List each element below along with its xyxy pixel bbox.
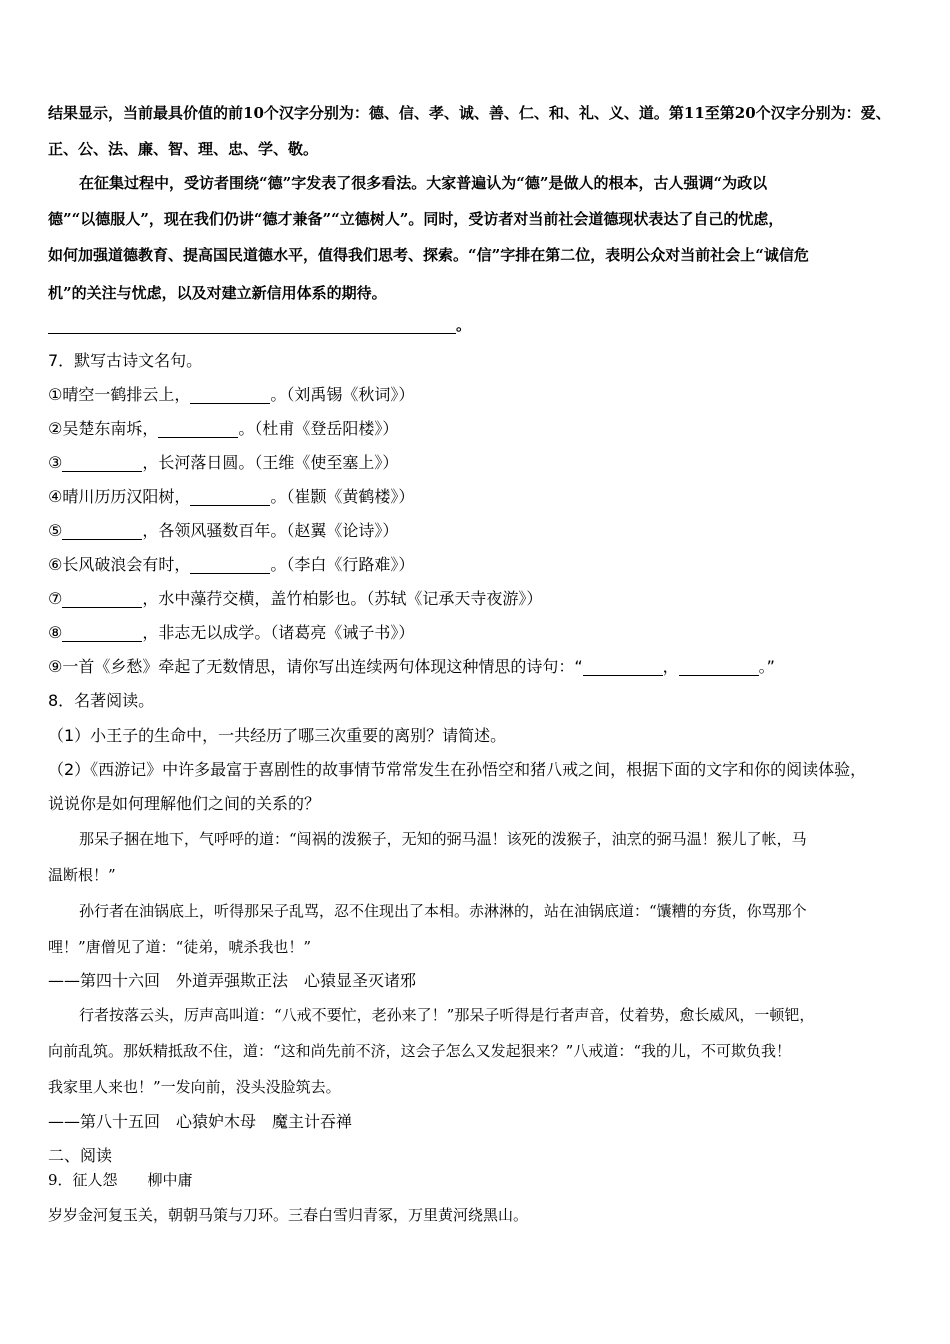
q7-item-9	[48, 659, 775, 676]
q7-item-9-pre: ⑨一首《乡愁》牵起了无数情思，请你写出连续两句体现这种情思的诗句：“	[48, 657, 583, 676]
q7-item-1-blank[interactable]	[190, 387, 270, 404]
q7-item-4	[48, 489, 414, 506]
q8-excerpt1-line1: 那呆子捆在地下，气呼呼的道：“闯祸的泼猴子，无知的弼马温！该死的泼猴子，油烹的弼马温！猴儿了帐，马	[79, 830, 807, 848]
q7-item-3-blank[interactable]	[62, 455, 142, 472]
answer-blank[interactable]	[48, 333, 456, 334]
q7-item-4-post: 。（崔颢《黄鹤楼》）	[270, 487, 415, 506]
q8-excerpt3-line2: 向前乱筑。那妖精抵敌不住，道：“这和尚先前不济，这会子怎么又发起狠来？”八戒道：“我的儿，不可欺负我！	[48, 1042, 792, 1060]
q7-item-6-post: 。（李白《行路难》）	[270, 555, 415, 574]
q8-excerpt3-line3: 我家里人来也！”一发向前，没头没脸筑去。	[48, 1078, 341, 1096]
q7-item-9-mid: ，	[662, 657, 679, 676]
q7-item-8-pre: ⑧	[48, 623, 63, 642]
passage-p2-line3: 如何加强道德教育、提高国民道德水平，值得我们思考、探索。“信”字排在第二位，表明公众对当前社会上“诚信危	[48, 246, 809, 264]
q8-excerpt3-line1: 行者按落云头，厉声高叫道：“八戒不要忙，老孙来了！”那呆子听得是行者声音，仗着势，愈长威风，一顿钯，	[79, 1006, 815, 1024]
passage-p2-line1: 在征集过程中，受访者围绕“德”字发表了很多看法。大家普遍认为“德”是做人的根本，古人强调“为政以	[79, 174, 768, 192]
q8-sub2-line2: 说说你是如何理解他们之间的关系的？	[48, 794, 321, 813]
passage-p2-line2: 德”“以德服人”，现在我们仍讲“德才兼备”“立德树人”。同时，受访者对当前社会道德现状表达了自己的忧虑，	[48, 210, 784, 228]
q7-item-4-blank[interactable]	[190, 489, 270, 506]
q7-item-7-post: ，水中藻荇交横，盖竹柏影也。（苏轼《记承天寺夜游》）	[142, 589, 543, 608]
q8-excerpt2-line2: 哩！”唐僧见了道：“徒弟，唬杀我也！”	[48, 938, 312, 956]
q8-sub2-line1: （2）《西游记》中许多最富于喜剧性的故事情节常常发生在孙悟空和猪八戒之间，根据下面的文字和你的阅读体验，	[48, 760, 867, 779]
q7-item-6-blank[interactable]	[190, 557, 270, 574]
q7-item-5-pre: ⑤	[48, 521, 63, 540]
q7-item-7-pre: ⑦	[48, 589, 63, 608]
q7-item-9-blank-1[interactable]	[583, 659, 663, 676]
q7-item-9-blank-2[interactable]	[679, 659, 759, 676]
q7-item-2-post: 。（杜甫《登岳阳楼》）	[238, 419, 399, 438]
q7-item-7	[48, 591, 542, 608]
q7-item-2-blank[interactable]	[158, 421, 238, 438]
q7-item-1-post: 。（刘禹锡《秋词》）	[270, 385, 415, 404]
q9-poem: 岁岁金河复玉关，朝朝马策与刀环。三春白雪归青冢，万里黄河绕黑山。	[48, 1206, 529, 1224]
q7-item-7-blank[interactable]	[62, 591, 142, 608]
q7-item-5-blank[interactable]	[62, 523, 142, 540]
q7-item-6-pre: ⑥长风破浪会有时，	[48, 555, 191, 574]
q7-item-1	[48, 387, 414, 404]
q7-item-3	[48, 455, 398, 472]
passage-p1-line1: 结果显示，当前最具价值的前10个汉字分别为：德、信、孝、诚、善、仁、和、礼、义、道。第11至第20个汉字分别为：爱、	[48, 104, 891, 122]
q7-item-2-pre: ②吴楚东南坼，	[48, 419, 159, 438]
q8-source-2: ——第八十五回 心猿妒木母 魔主计吞禅	[48, 1112, 353, 1131]
passage-p1-line2: 正、公、法、廉、智、理、忠、学、敬。	[48, 140, 319, 158]
q8-source-1: ——第四十六回 外道弄强欺正法 心猿显圣灭诸邪	[48, 971, 417, 990]
q7-item-5	[48, 523, 398, 540]
q7-item-6	[48, 557, 414, 574]
passage-p2-line4: 机”的关注与忧虑，以及对建立新信用体系的期待。	[48, 284, 387, 302]
q7-title: 7．默写古诗文名句。	[48, 351, 203, 370]
q7-item-8	[48, 625, 414, 642]
q7-item-5-post: ，各领风骚数百年。（赵翼《论诗》）	[142, 521, 399, 540]
q7-item-8-post: ，非志无以成学。（诸葛亮《诫子书》）	[142, 623, 415, 642]
q9-title: 9．征人怨 柳中庸	[48, 1171, 193, 1189]
q8-title: 8．名著阅读。	[48, 691, 155, 710]
q8-sub1: （1）小王子的生命中，一共经历了哪三次重要的离别？请简述。	[48, 726, 507, 745]
q7-item-8-blank[interactable]	[62, 625, 142, 642]
q7-item-3-pre: ③	[48, 453, 63, 472]
q7-item-9-post: 。”	[758, 657, 775, 676]
section-heading: 二、阅读	[48, 1146, 113, 1165]
q8-excerpt2-line1: 孙行者在油锅底上，听得那呆子乱骂，忍不住现出了本相。赤淋淋的，站在油锅底道：“馕糟的夯货，你骂那个	[79, 902, 807, 920]
q7-item-1-pre: ①晴空一鹤排云上，	[48, 385, 191, 404]
q7-item-3-post: ，长河落日圆。（王维《使至塞上》）	[142, 453, 399, 472]
q7-item-4-pre: ④晴川历历汉阳树，	[48, 487, 191, 506]
answer-blank-end: 。	[456, 316, 472, 334]
q7-item-2	[48, 421, 398, 438]
q8-excerpt1-line2: 温断根！”	[48, 866, 116, 884]
